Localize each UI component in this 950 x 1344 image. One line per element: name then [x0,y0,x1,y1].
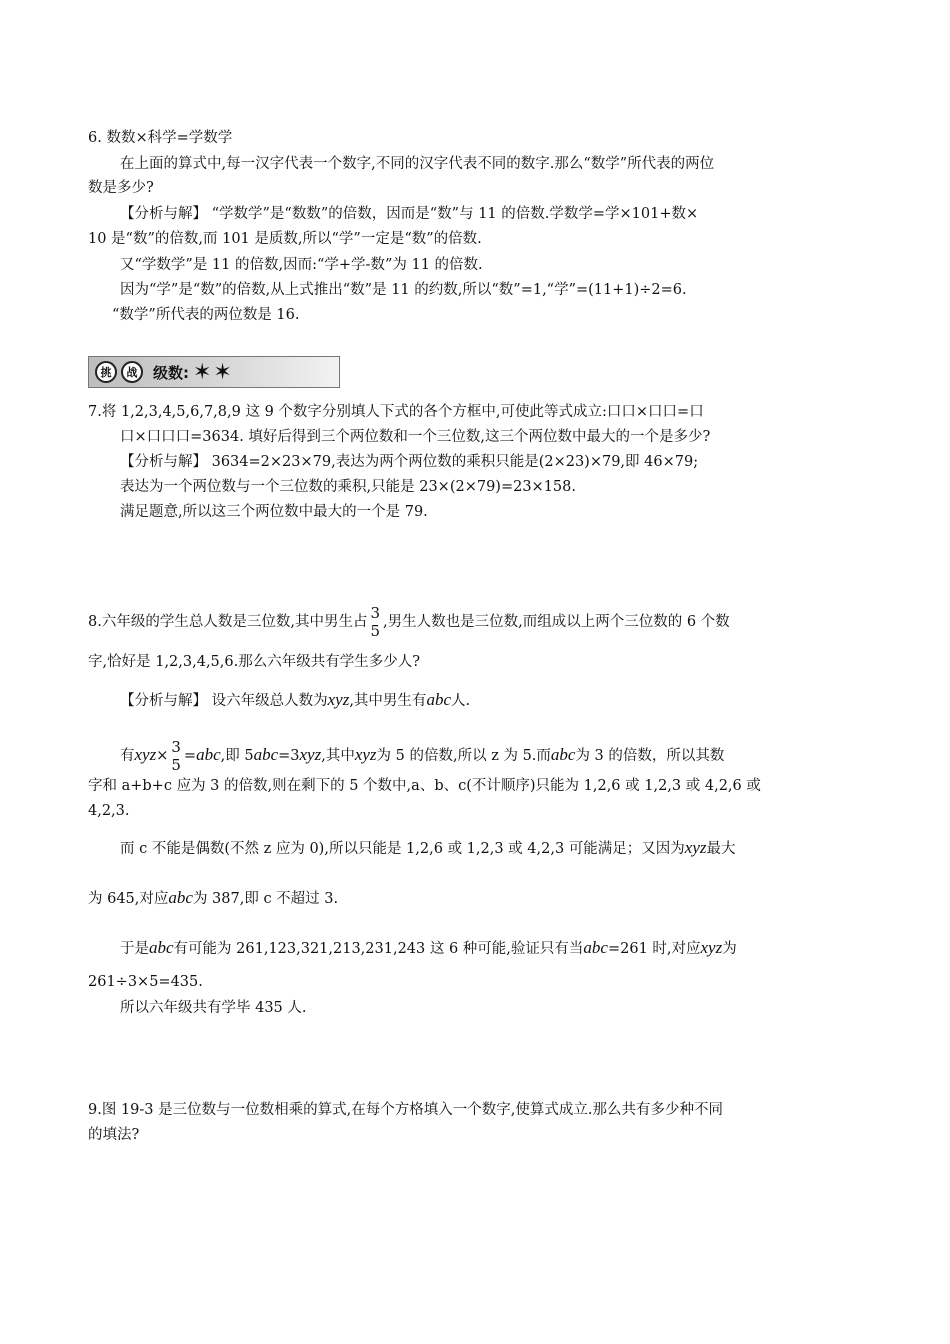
q8-line-10: 261÷3×5=435. [88,974,203,990]
q6-line-4: 10 是“数”的倍数,而 101 是质数,所以“学”一定是“数”的倍数. [88,231,482,247]
q8-line-6: 4,2,3. [88,803,130,819]
q8-line-4: 有xyz× 3 5 =abc,即 5abc=3xyz,其中xyz为 5 的倍数,所以 z 为 5.而abc为 3 的倍数，所以其数 [120,738,725,774]
challenge-level-banner [88,356,340,388]
q7-line-4: 表达为一个两位数与一个三位数的乘积,只能是 23×(2×79)=23×158. [120,479,576,495]
q7-line-1: 7.将 1,2,3,4,5,6,7,8,9 这 9 个数字分别填人下式的各个方框中,可使此等式成立:口口×口口=口 [88,404,704,420]
q6-line-2: 数是多少? [88,180,154,196]
level-label: 级数: [153,363,189,382]
q8-line-11: 所以六年级共有学毕 435 人. [120,1000,307,1016]
star-icon: ✶✶ [193,359,234,385]
q9-line-2: 的填法? [88,1127,140,1143]
q7-line-5: 满足题意,所以这三个两位数中最大的一个是 79. [120,504,428,520]
q6-line-6: 因为“学”是“数”的倍数,从上式推出“数”是 11 的约数,所以“数”=1,“学”=(11+1)÷2=6. [120,282,687,298]
q6-line-7: “数学”所代表的两位数是 16. [112,307,300,323]
q6-line-3: 【分析与解】 “学数学”是“数数”的倍数，因而是“数”与 11 的倍数.学数学=学×101+数× [120,206,699,222]
q8-line-9: 于是abc有可能为 261,123,321,213,231,243 这 6 种可能,验证只有当abc=261 时,对应xyz为 [120,938,737,957]
seal-icon: 挑 [95,361,117,383]
q8-line-8: 为 645,对应abc为 387,即 c 不超过 3. [88,888,339,907]
q7-line-3: 【分析与解】 3634=2×23×79,表达为两个两位数的乘积只能是(2×23)×79,即 46×79; [120,454,699,470]
q6-line-1: 在上面的算式中,每一汉字代表一个数字,不同的汉字代表不同的数字.那么“数学”所代表的两位 [120,156,715,172]
q6-title: 6. 数数×科学=学数学 [88,130,233,146]
fraction: 3 5 [171,738,181,774]
q8-line-2: 字,恰好是 1,2,3,4,5,6.那么六年级共有学生多少人? [88,654,420,670]
q8-line-1: 8.六年级的学生总人数是三位数,其中男生占 3 5 ,男生人数也是三位数,而组成以上两个三位数的 6 个数 [88,604,730,640]
fraction: 3 5 [370,604,380,640]
q7-line-2: 口×口口口=3634. 填好后得到三个两位数和一个三位数,这三个两位数中最大的一个是多少? [120,429,711,445]
q8-line-3: 【分析与解】 设六年级总人数为xyz,其中男生有abc人. [120,690,471,709]
q9-line-1: 9.图 19-3 是三位数与一位数相乘的算式,在每个方格填入一个数字,使算式成立.那么共有多少种不同 [88,1102,723,1118]
seal-icon: 战 [121,361,143,383]
q6-line-5: 又“学数学”是 11 的倍数,因而:“学+学-数”为 11 的倍数. [120,257,483,273]
q8-line-7: 而 c 不能是偶数(不然 z 应为 0),所以只能是 1,2,6 或 1,2,3 或 4,2,3 可能满足；又因为xyz最大 [120,838,736,857]
q8-line-5: 字和 a+b+c 应为 3 的倍数,则在剩下的 5 个数中,a、b、c(不计顺序)只能为 1,2,6 或 1,2,3 或 4,2,6 或 [88,778,761,794]
